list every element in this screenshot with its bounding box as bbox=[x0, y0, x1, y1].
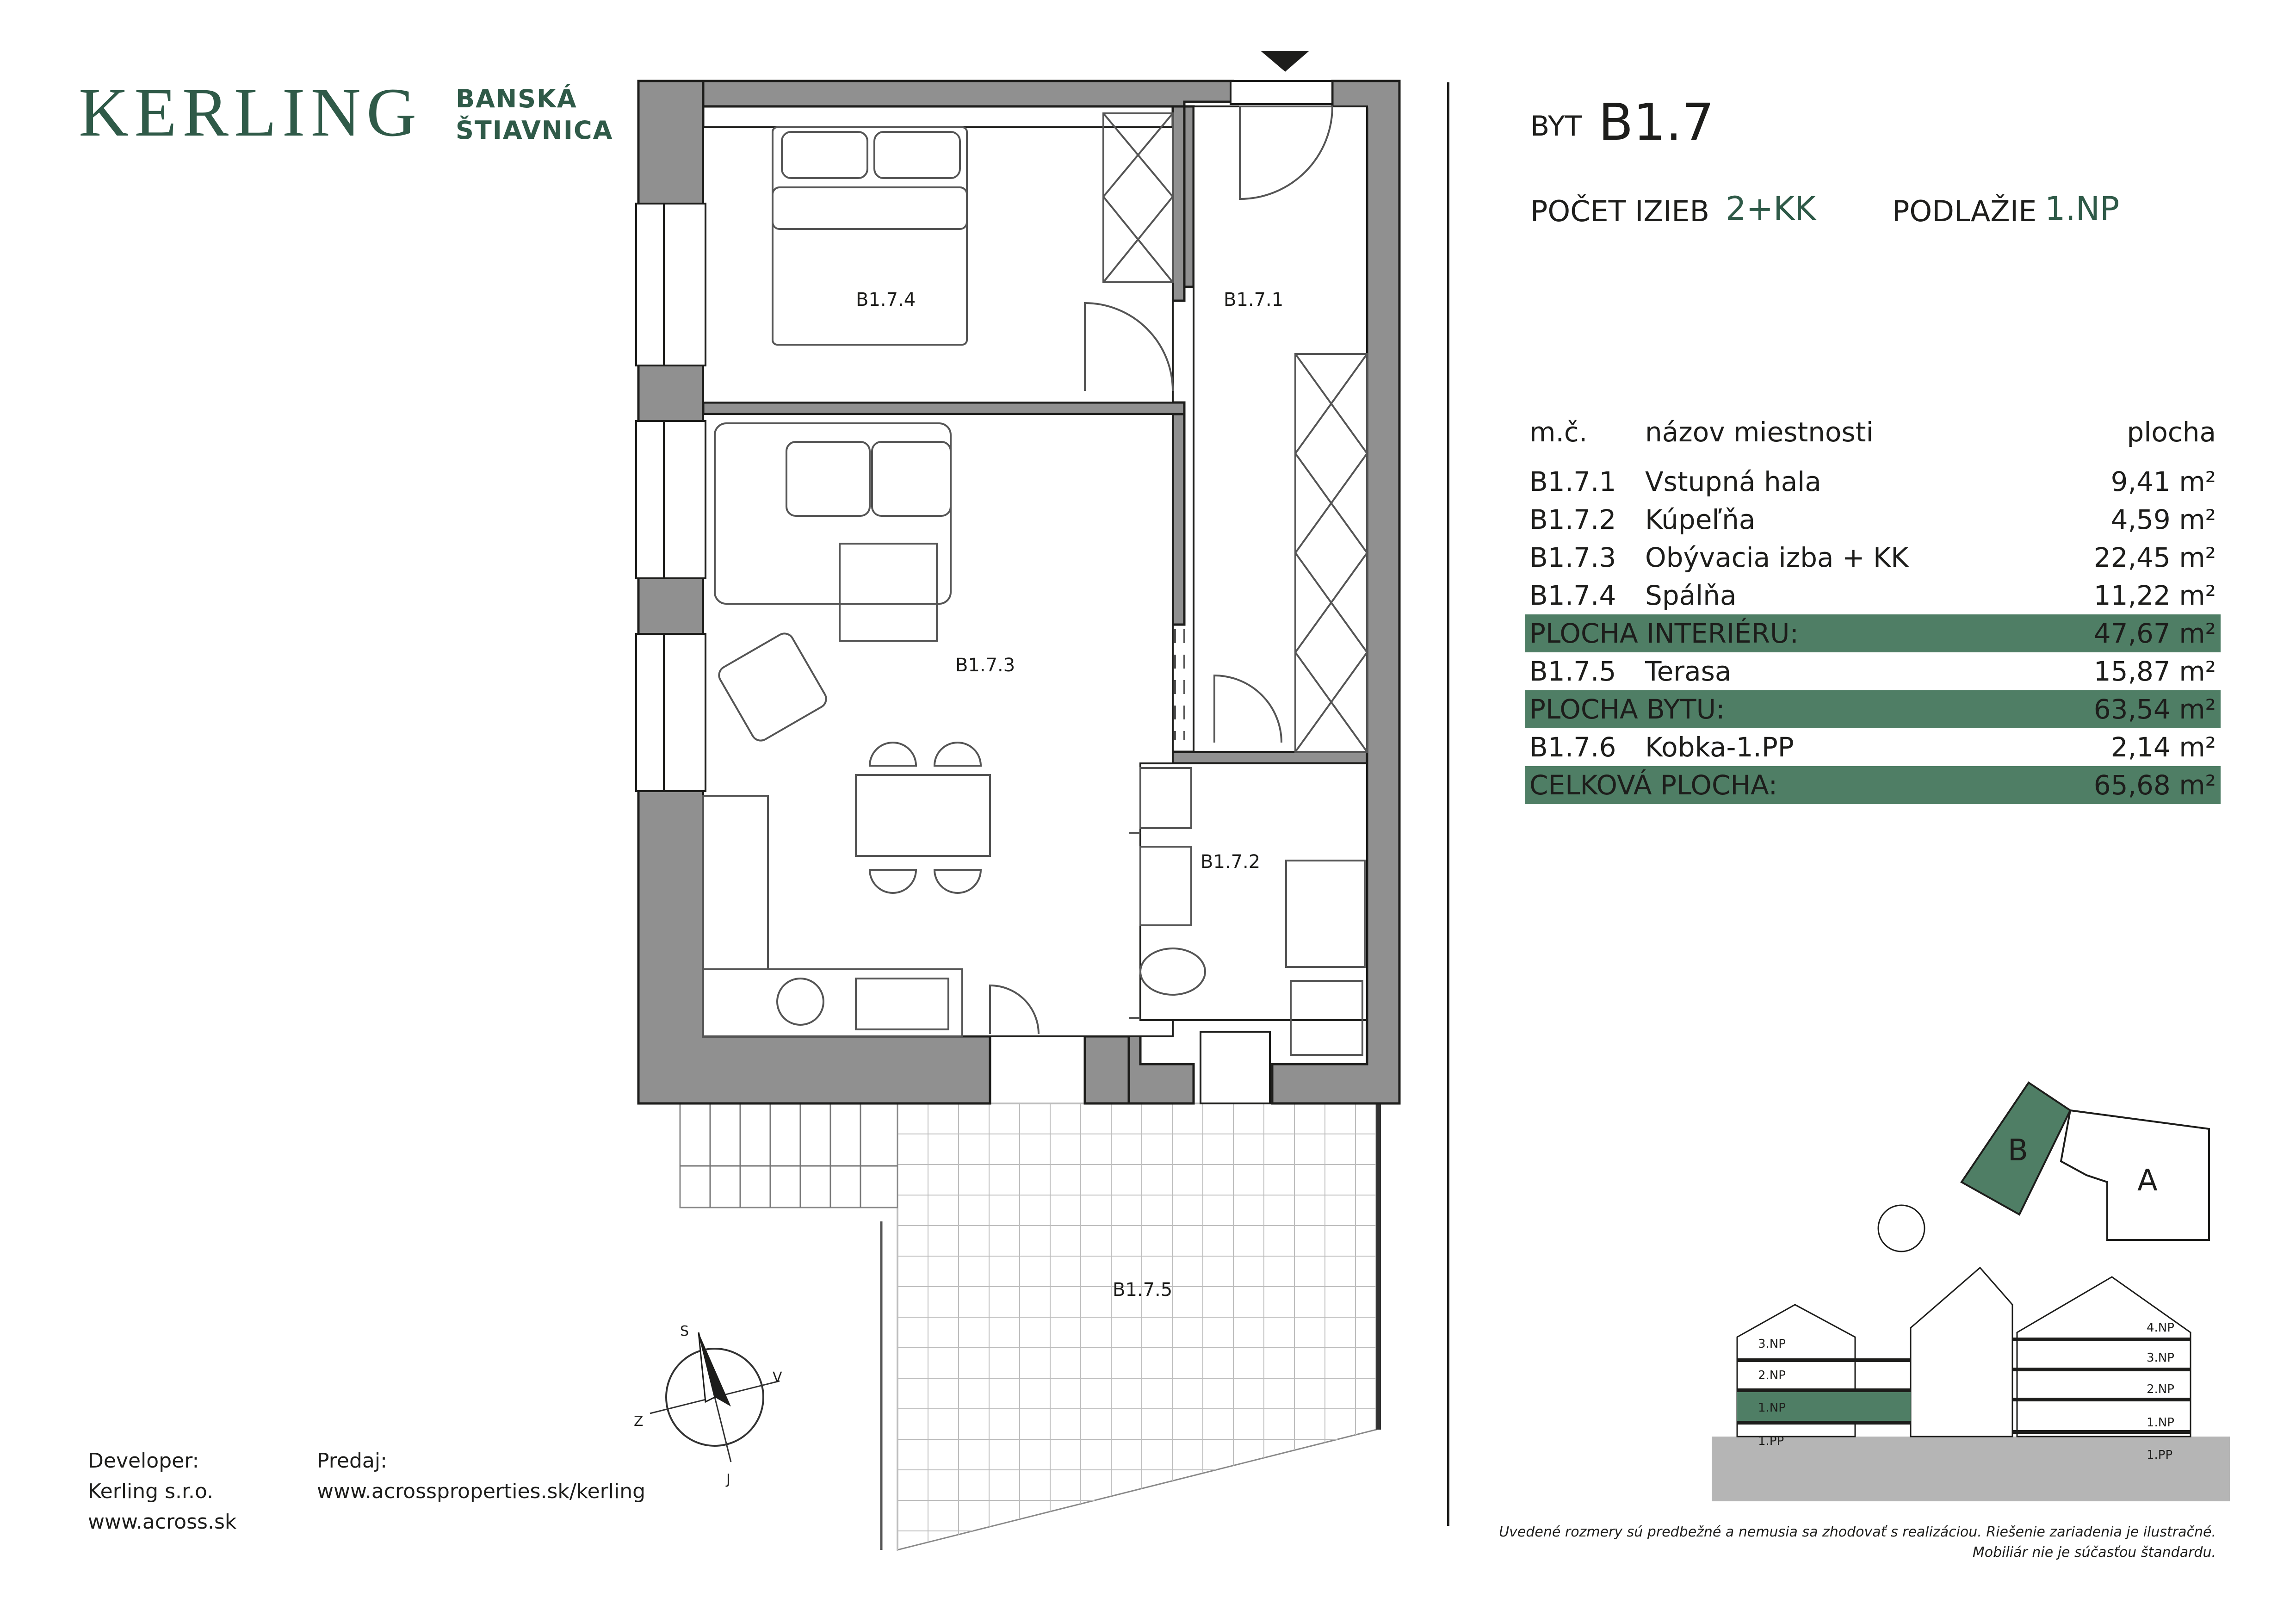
terrace bbox=[680, 1103, 1379, 1550]
key-block-b: B bbox=[2008, 1134, 2028, 1168]
header-area: plocha bbox=[2127, 416, 2216, 448]
brand-location bbox=[456, 83, 613, 146]
developer-label: Developer: bbox=[88, 1449, 199, 1473]
sales-block bbox=[317, 1446, 645, 1507]
row-area: 2,14 m² bbox=[2110, 731, 2216, 763]
header-num: m.č. bbox=[1529, 416, 1588, 448]
section-right-4np: 4.NP bbox=[2147, 1321, 2174, 1335]
rooms-label: POČET IZIEB bbox=[1530, 194, 1709, 228]
entrance-arrow bbox=[1261, 51, 1309, 72]
row-name: Spálňa bbox=[1645, 580, 1737, 611]
location-line2: ŠTIAVNICA bbox=[456, 116, 613, 145]
divider bbox=[1447, 82, 1449, 1526]
label-bathroom: B1.7.2 bbox=[1201, 851, 1261, 873]
section-right-3np: 3.NP bbox=[2147, 1351, 2174, 1365]
total-row-interior bbox=[1525, 614, 2221, 652]
section-right-2np: 2.NP bbox=[2147, 1382, 2174, 1396]
row-num: B1.7.4 bbox=[1529, 580, 1616, 611]
compass-j: J bbox=[726, 1471, 730, 1487]
table-row bbox=[1525, 728, 2221, 766]
row-name: Kobka-1.PP bbox=[1645, 731, 1794, 763]
table-header bbox=[1525, 416, 2221, 463]
section-left-1pp: 1.PP bbox=[1758, 1434, 1784, 1448]
total-label: CELKOVÁ PLOCHA: bbox=[1525, 766, 2032, 804]
section-left-1np: 1.NP bbox=[1758, 1401, 1786, 1415]
total-row-apartment bbox=[1525, 690, 2221, 728]
row-name: Terasa bbox=[1645, 656, 1732, 687]
disclaimer-note bbox=[1457, 1522, 2216, 1563]
total-label: PLOCHA BYTU: bbox=[1525, 690, 2032, 728]
row-area: 4,59 m² bbox=[2110, 504, 2216, 535]
note-line1: Uvedené rozmery sú predbežné a nemusia sa zhodovať s realizáciou. Riešenie zariadenia je ilustračné. bbox=[1499, 1524, 2216, 1540]
total-label: PLOCHA INTERIÉRU: bbox=[1525, 614, 2032, 652]
row-area: 22,45 m² bbox=[2093, 542, 2216, 573]
section-left-3np: 3.NP bbox=[1758, 1337, 1786, 1351]
row-area: 11,22 m² bbox=[2093, 580, 2216, 611]
total-row-overall bbox=[1525, 766, 2221, 804]
total-area: 65,68 m² bbox=[2032, 766, 2221, 804]
row-name: Obývacia izba + KK bbox=[1645, 542, 1909, 573]
sales-web[interactable]: www.acrossproperties.sk/kerling bbox=[317, 1480, 646, 1503]
compass-v: V bbox=[773, 1369, 782, 1386]
room-table bbox=[1525, 416, 2221, 804]
developer-web[interactable]: www.across.sk bbox=[88, 1510, 237, 1534]
compass bbox=[650, 1332, 780, 1462]
row-area: 9,41 m² bbox=[2110, 466, 2216, 497]
rooms-value: 2+KK bbox=[1726, 190, 1816, 228]
row-num: B1.7.3 bbox=[1529, 542, 1616, 573]
total-area: 47,67 m² bbox=[2032, 614, 2221, 652]
note-line2: Mobiliár nie je súčasťou štandardu. bbox=[1972, 1544, 2216, 1561]
row-num: B1.7.5 bbox=[1529, 656, 1616, 687]
floor-label: PODLAŽIE bbox=[1892, 194, 2037, 228]
section-left-2np: 2.NP bbox=[1758, 1369, 1786, 1382]
table-row bbox=[1525, 463, 2221, 501]
label-living: B1.7.3 bbox=[955, 655, 1015, 676]
header-name: názov miestnosti bbox=[1645, 416, 1874, 448]
byt-value: B1.7 bbox=[1598, 93, 1714, 152]
developer-block bbox=[88, 1446, 236, 1537]
label-terrace: B1.7.5 bbox=[1113, 1279, 1173, 1301]
row-num: B1.7.1 bbox=[1529, 466, 1616, 497]
developer-name: Kerling s.r.o. bbox=[88, 1480, 214, 1503]
byt-label: BYT bbox=[1530, 110, 1582, 142]
row-name: Kúpeľňa bbox=[1645, 504, 1756, 535]
table-row bbox=[1525, 576, 2221, 614]
row-name: Vstupná hala bbox=[1645, 466, 1821, 497]
key-block-a: A bbox=[2137, 1164, 2158, 1198]
brand-logo: KERLING bbox=[79, 74, 422, 151]
table-row bbox=[1525, 501, 2221, 539]
total-area: 63,54 m² bbox=[2032, 690, 2221, 728]
compass-z: Z bbox=[634, 1413, 644, 1430]
floor-value: 1.NP bbox=[2045, 190, 2120, 228]
compass-s: S bbox=[680, 1323, 689, 1339]
row-area: 15,87 m² bbox=[2093, 656, 2216, 687]
row-num: B1.7.2 bbox=[1529, 504, 1616, 535]
row-num: B1.7.6 bbox=[1529, 731, 1616, 763]
label-bedroom: B1.7.4 bbox=[856, 289, 916, 310]
table-row bbox=[1525, 539, 2221, 576]
label-hall: B1.7.1 bbox=[1224, 289, 1284, 310]
section-right-1pp: 1.PP bbox=[2147, 1448, 2173, 1462]
section-right-1np: 1.NP bbox=[2147, 1416, 2174, 1430]
table-row bbox=[1525, 652, 2221, 690]
location-line1: BANSKÁ bbox=[456, 84, 577, 113]
key-plan bbox=[1878, 1083, 2209, 1251]
sales-label: Predaj: bbox=[317, 1449, 387, 1473]
